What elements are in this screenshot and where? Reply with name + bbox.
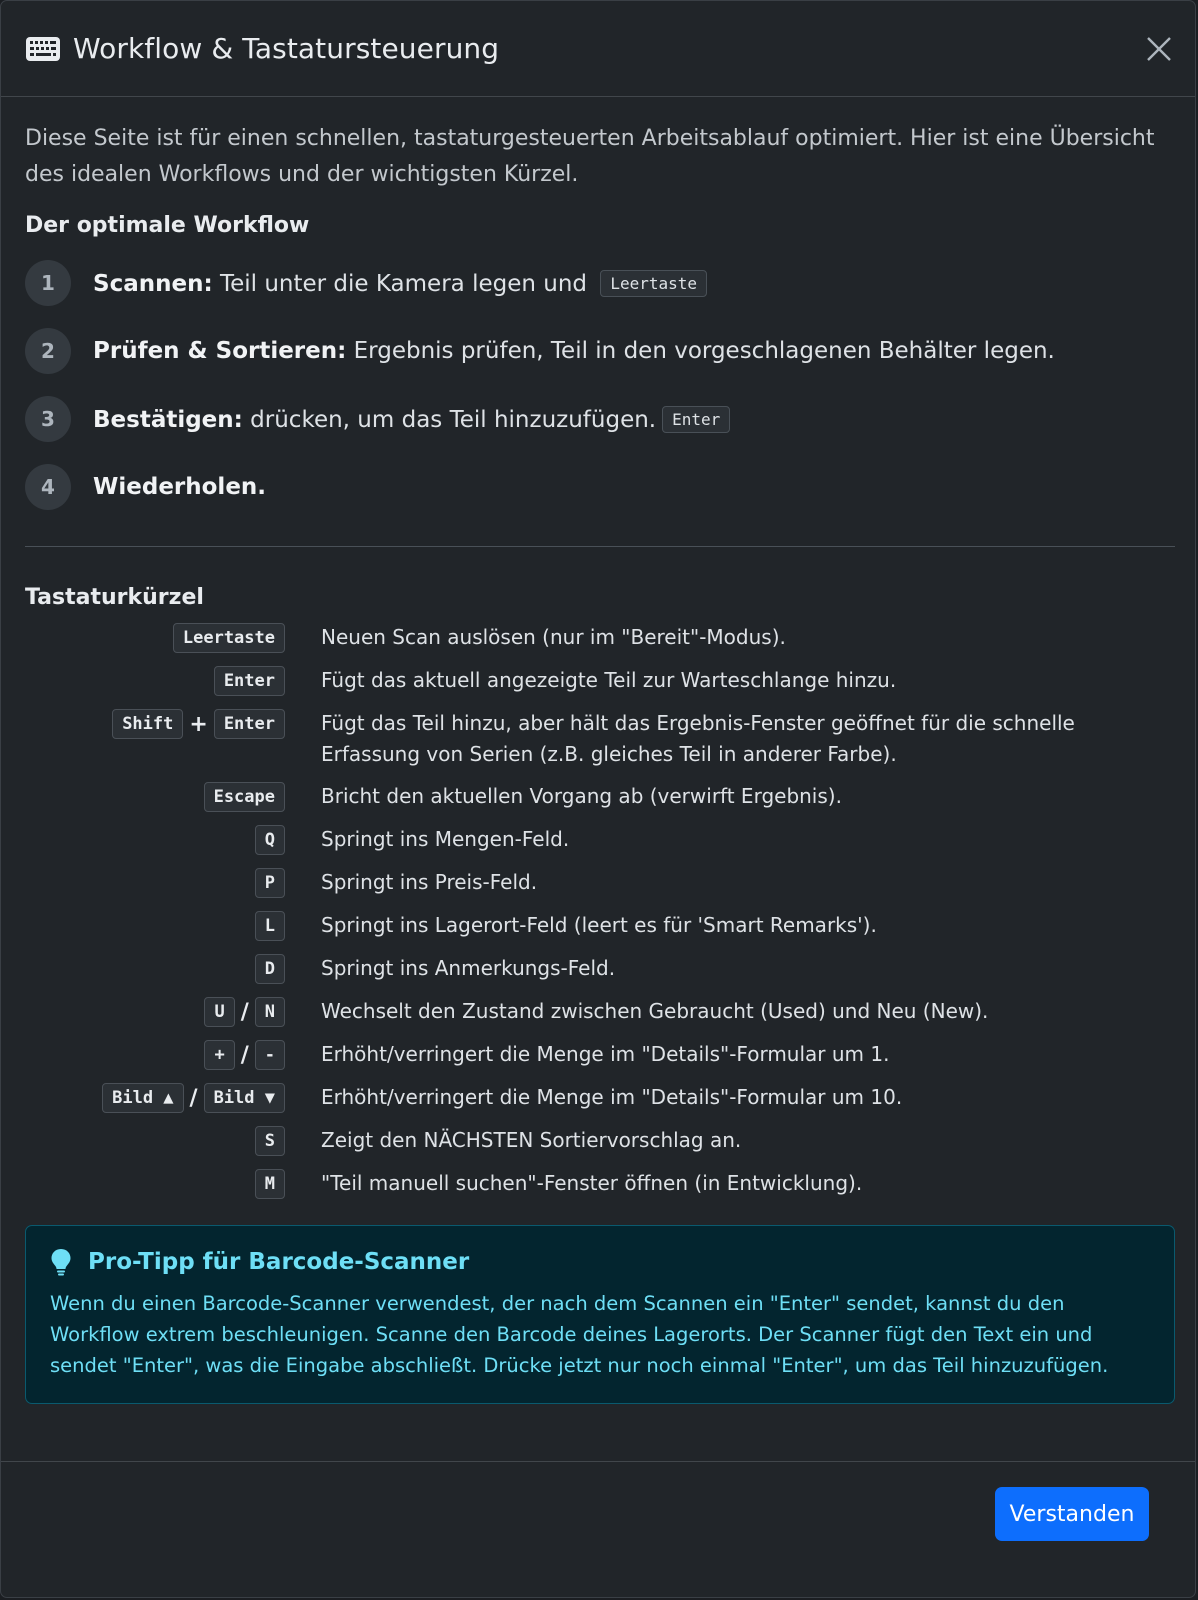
key-badge: Q bbox=[255, 825, 285, 855]
key-separator: / bbox=[240, 999, 249, 1025]
step-title: Scannen: bbox=[93, 270, 213, 297]
shortcut-row bbox=[25, 953, 1171, 985]
shortcuts-heading: Tastaturkürzel bbox=[25, 585, 204, 610]
shortcut-row bbox=[25, 910, 1171, 942]
shortcut-keys bbox=[25, 824, 285, 856]
shortcut-description: Springt ins Mengen-Feld. bbox=[321, 827, 570, 851]
step-text: drücken, um das Teil hinzuzufügen. bbox=[242, 406, 657, 433]
shortcut-keys bbox=[25, 1125, 285, 1157]
shortcut-description: Fügt das aktuell angezeigte Teil zur Warteschlange hinzu. bbox=[321, 668, 897, 692]
key-badge: U bbox=[204, 997, 234, 1027]
keyboard-icon bbox=[25, 36, 61, 62]
workflow-step bbox=[25, 260, 1171, 306]
shortcut-row bbox=[25, 622, 1171, 654]
shortcut-keys bbox=[25, 1082, 285, 1114]
key-badge: N bbox=[255, 997, 285, 1027]
key-badge: Escape bbox=[204, 782, 285, 812]
pro-tip-alert bbox=[25, 1225, 1175, 1404]
shortcut-description: Zeigt den NÄCHSTEN Sortiervorschlag an. bbox=[321, 1128, 742, 1152]
modal-header bbox=[1, 1, 1195, 97]
shortcut-keys bbox=[25, 996, 285, 1028]
workflow-step bbox=[25, 328, 1171, 374]
modal-footer bbox=[1, 1461, 1195, 1597]
step-number: 4 bbox=[25, 464, 71, 510]
key-badge: Bild ▼ bbox=[204, 1083, 285, 1113]
shortcuts-table bbox=[25, 622, 1171, 1200]
shortcut-row bbox=[25, 867, 1171, 899]
tip-title: Pro-Tipp für Barcode-Scanner bbox=[88, 1249, 470, 1275]
shortcut-keys bbox=[25, 708, 285, 740]
key-badge: D bbox=[255, 954, 285, 984]
divider bbox=[25, 546, 1175, 547]
shortcut-description: Erhöht/verringert die Menge im "Details"-Formular um 1. bbox=[321, 1042, 890, 1066]
shortcut-description: "Teil manuell suchen"-Fenster öffnen (in Entwicklung). bbox=[321, 1171, 863, 1195]
key-separator: / bbox=[189, 1085, 198, 1111]
modal-body bbox=[1, 97, 1195, 1404]
step-title: Wiederholen. bbox=[93, 474, 267, 500]
intro-text: Diese Seite ist für einen schnellen, tastaturgesteuerten Arbeitsablauf optimiert. Hier ist eine Übersicht des idealen Workflows und der wichtigsten Kürzel. bbox=[25, 126, 1155, 187]
shortcut-row bbox=[25, 1168, 1171, 1200]
key-badge: Enter bbox=[214, 709, 285, 739]
shortcut-row bbox=[25, 708, 1171, 770]
key-badge: Shift bbox=[112, 709, 183, 739]
shortcut-description: Springt ins Lagerort-Feld (leert es für 'Smart Remarks'). bbox=[321, 913, 877, 937]
step-title: Bestätigen: bbox=[93, 406, 243, 433]
key-separator: + bbox=[189, 711, 208, 737]
shortcut-description: Erhöht/verringert die Menge im "Details"-Formular um 10. bbox=[321, 1085, 903, 1109]
shortcut-keys bbox=[25, 1168, 285, 1200]
step-number: 3 bbox=[25, 396, 71, 442]
key-badge: P bbox=[255, 868, 285, 898]
shortcut-keys bbox=[25, 953, 285, 985]
modal-title: Workflow & Tastatursteuerung bbox=[73, 32, 500, 65]
shortcut-row bbox=[25, 996, 1171, 1028]
shortcut-description: Springt ins Anmerkungs-Feld. bbox=[321, 956, 616, 980]
lightbulb-icon bbox=[50, 1248, 72, 1276]
workflow-steps bbox=[25, 260, 1171, 510]
key-badge: Bild ▲ bbox=[102, 1083, 183, 1113]
step-text: Teil unter die Kamera legen und bbox=[212, 270, 595, 297]
shortcut-row bbox=[25, 1082, 1171, 1114]
shortcut-description: Springt ins Preis-Feld. bbox=[321, 870, 538, 894]
workflow-step bbox=[25, 396, 1171, 442]
step-text: Ergebnis prüfen, Teil in den vorgeschlagenen Behälter legen. bbox=[346, 338, 1055, 364]
shortcut-row bbox=[25, 824, 1171, 856]
shortcut-row bbox=[25, 1125, 1171, 1157]
key-badge: - bbox=[255, 1040, 285, 1070]
key-badge: Leertaste bbox=[600, 270, 707, 297]
shortcut-description: Neuen Scan auslösen (nur im "Bereit"-Modus). bbox=[321, 625, 786, 649]
workflow-step bbox=[25, 464, 1171, 510]
confirm-button[interactable]: Verstanden bbox=[995, 1487, 1149, 1541]
shortcut-keys bbox=[25, 665, 285, 697]
shortcut-row bbox=[25, 781, 1171, 813]
shortcut-keys bbox=[25, 910, 285, 942]
tip-text: Wenn du einen Barcode-Scanner verwendest, der nach dem Scannen ein "Enter" sendet, kannst du den Workflow extrem beschleunigen. Scanne den Barcode deines Lagerorts. Der Scanner fügt den Text ein und sendet "Enter", was die Eingabe abschließt. Drücke jetzt nur noch einmal "Enter", um das Teil hinzuzufügen. bbox=[50, 1292, 1109, 1377]
workflow-heading: Der optimale Workflow bbox=[25, 213, 310, 238]
key-badge: Enter bbox=[662, 406, 730, 433]
shortcut-description: Fügt das Teil hinzu, aber hält das Ergebnis-Fenster geöffnet für die schnelle Erfassung von Serien (z.B. gleiches Teil in anderer Farbe). bbox=[321, 711, 1075, 766]
key-badge: Leertaste bbox=[173, 623, 285, 653]
shortcut-keys bbox=[25, 867, 285, 899]
shortcut-keys bbox=[25, 622, 285, 654]
step-number: 2 bbox=[25, 328, 71, 374]
shortcut-keys bbox=[25, 1039, 285, 1071]
key-badge: M bbox=[255, 1169, 285, 1199]
shortcut-row bbox=[25, 665, 1171, 697]
key-badge: Enter bbox=[214, 666, 285, 696]
key-badge: L bbox=[255, 911, 285, 941]
key-badge: S bbox=[255, 1126, 285, 1156]
key-separator: / bbox=[240, 1042, 249, 1068]
shortcut-description: Wechselt den Zustand zwischen Gebraucht (Used) und Neu (New). bbox=[321, 999, 989, 1023]
step-number: 1 bbox=[25, 260, 71, 306]
shortcut-description: Bricht den aktuellen Vorgang ab (verwirft Ergebnis). bbox=[321, 784, 842, 808]
close-icon[interactable] bbox=[1145, 35, 1173, 63]
shortcut-row bbox=[25, 1039, 1171, 1071]
shortcut-keys bbox=[25, 781, 285, 813]
step-title: Prüfen & Sortieren: bbox=[93, 338, 347, 364]
key-badge: + bbox=[204, 1040, 234, 1070]
